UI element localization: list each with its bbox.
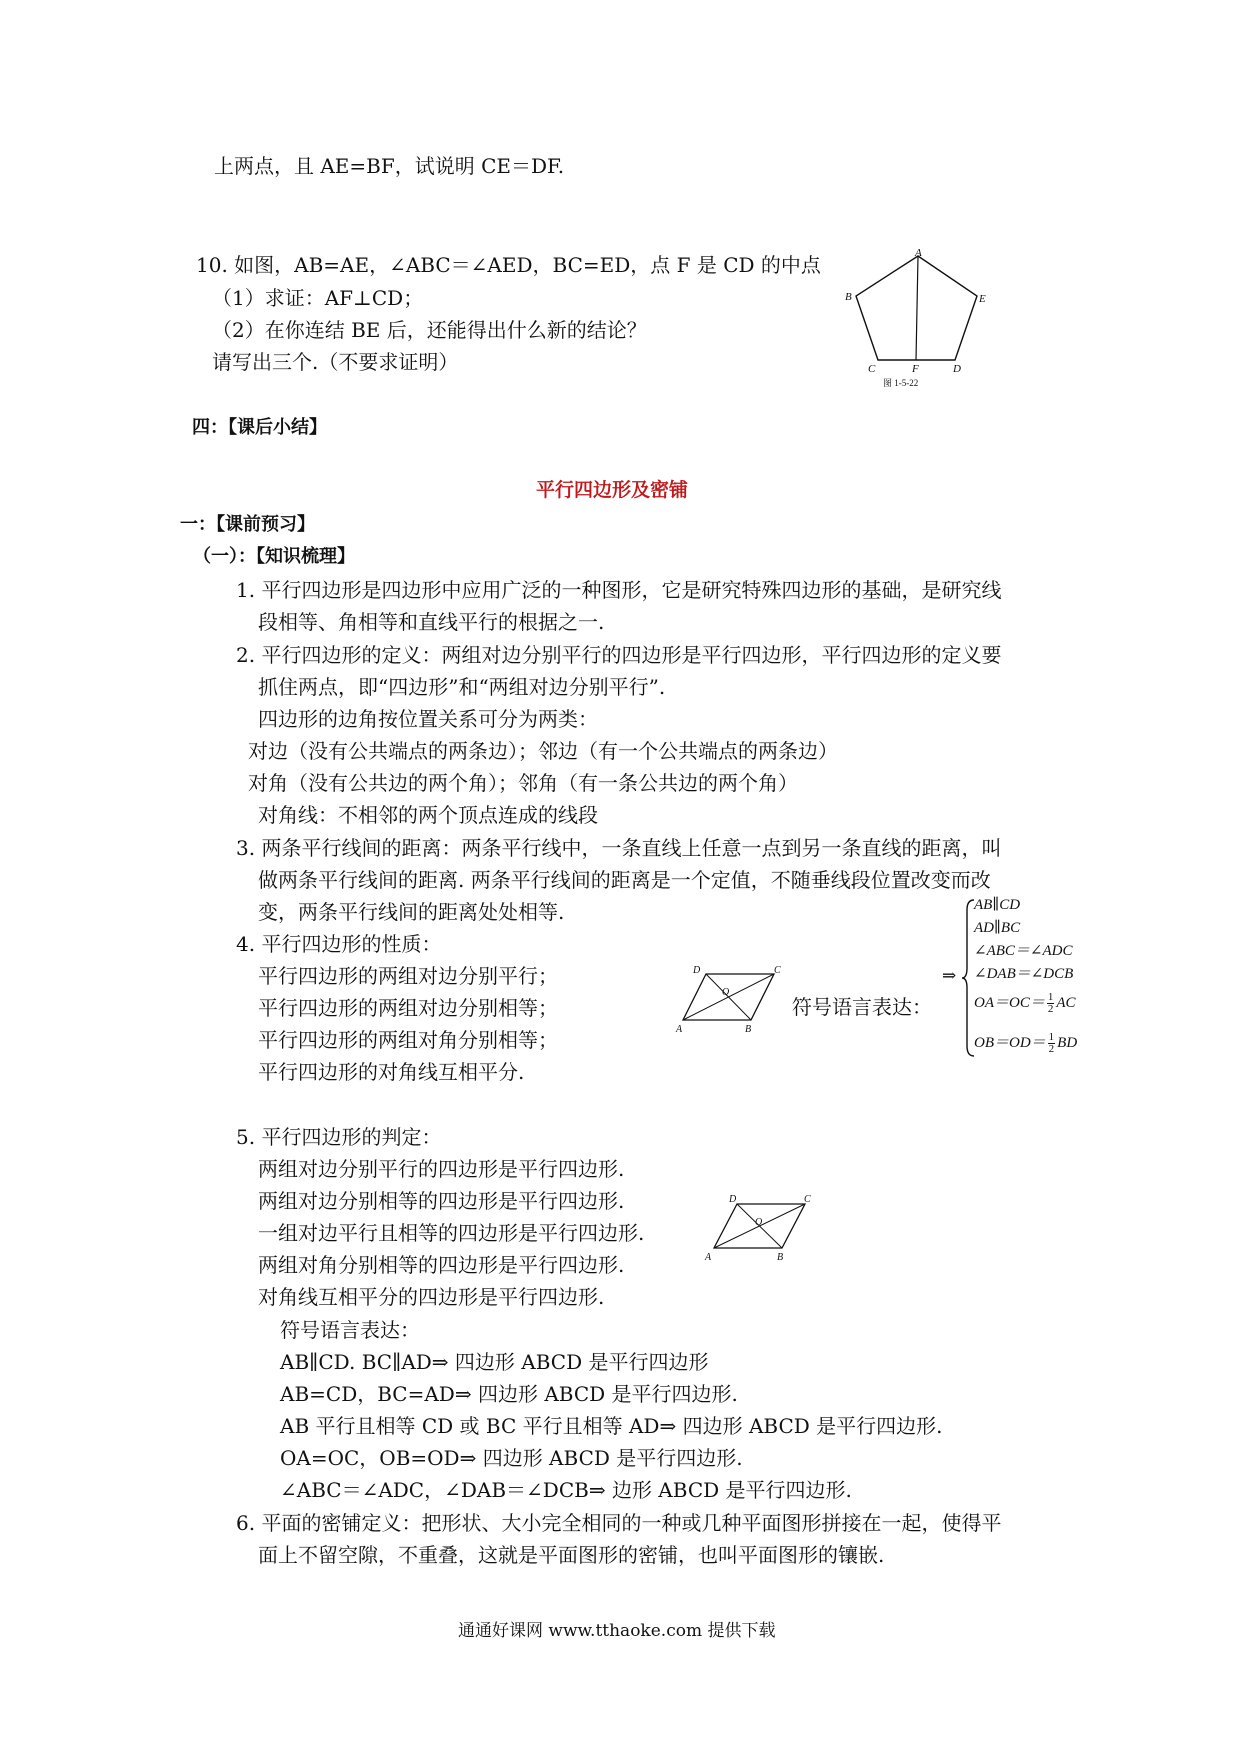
- q10-line4: 请写出三个.（不要求证明）: [212, 350, 459, 374]
- fig-label-a: A: [915, 247, 922, 259]
- top-line: 上两点，且 AE=BF，试说明 CE＝DF.: [214, 154, 565, 178]
- fraction-half: $\frac{1}{2}$: [1048, 1031, 1055, 1055]
- para1-label-b: B: [745, 1024, 752, 1035]
- item3-line1: 3. 两条平行线间的距离：两条平行线中，一条直线上任意一点到另一条直线的距离，叫: [236, 836, 1002, 860]
- para2-label-b: B: [777, 1252, 784, 1263]
- item5-symbol5: ∠ABC＝∠ADC，∠DAB＝∠DCB⇒ 边形 ABCD 是平行四边形.: [280, 1478, 852, 1502]
- item6-line1: 6. 平面的密铺定义：把形状、大小完全相同的一种或几种平面图形拼接在一起，使得平: [236, 1511, 1002, 1535]
- sym-oa-oc: [974, 992, 1076, 1015]
- subsection1-heading: （一）：【知识梳理】: [193, 546, 355, 567]
- item5-criterion5: 对角线互相平分的四边形是平行四边形.: [258, 1285, 605, 1309]
- item2-line5: 对角（没有公共边的两个角）；邻角（有一条公共边的两个角）: [248, 771, 798, 795]
- fig-caption: 图 1-5-22: [883, 378, 919, 388]
- parallelogram-figure-1: [676, 965, 786, 1038]
- item5-symbol-label: 符号语言表达：: [280, 1318, 420, 1342]
- section1-heading: 一：【课前预习】: [180, 514, 315, 535]
- item5-symbol3: AB 平行且相等 CD 或 BC 平行且相等 AD⇒ 四边形 ABCD 是平行四边形.: [280, 1414, 943, 1438]
- item4-heading: 4. 平行四边形的性质：: [236, 932, 442, 956]
- page-footer: 通通好课网 www.tthaoke.com 提供下载: [458, 1621, 776, 1641]
- para1-label-a: A: [676, 1024, 683, 1035]
- q10-line3: （2）在你连结 BE 后，还能得出什么新的结论？: [212, 318, 647, 342]
- item2-line3: 四边形的边角按位置关系可分为两类：: [258, 707, 598, 731]
- item4-property3: 平行四边形的两组对角分别相等；: [258, 1028, 558, 1052]
- sym-angle-dab-dcb: ∠DAB＝∠DCB: [974, 966, 1074, 982]
- fig-label-f: F: [912, 363, 919, 375]
- sym-oa-oc-left: OA＝OC＝: [974, 994, 1045, 1011]
- sym-ab-cd: AB∥CD: [974, 897, 1021, 913]
- para2-label-d: D: [729, 1194, 737, 1205]
- chapter-title: 平行四边形及密铺: [536, 479, 689, 501]
- para1-label-d: D: [693, 965, 701, 976]
- item5-criterion3: 一组对边平行且相等的四边形是平行四边形.: [258, 1221, 645, 1245]
- sym-angle-abc-adc: ∠ABC＝∠ADC: [974, 943, 1073, 959]
- q10-line2: （1）求证：AF⊥CD；: [212, 286, 424, 310]
- para1-label-o: O: [722, 987, 730, 998]
- fig-label-e: E: [979, 293, 986, 305]
- sym-ad-bc: AD∥BC: [974, 920, 1021, 936]
- item1-line1: 1. 平行四边形是四边形中应用广泛的一种图形，它是研究特殊四边形的基础，是研究线: [236, 578, 1002, 602]
- implies-arrow: ⇒: [942, 966, 957, 985]
- item5-symbol4: OA=OC，OB=OD⇒ 四边形 ABCD 是平行四边形.: [280, 1446, 743, 1470]
- item4-property1: 平行四边形的两组对边分别平行；: [258, 964, 558, 988]
- para2-label-c: C: [804, 1194, 811, 1205]
- item5-symbol2: AB=CD，BC=AD⇒ 四边形 ABCD 是平行四边形.: [280, 1382, 738, 1406]
- item1-line2: 段相等、角相等和直线平行的根据之一.: [258, 610, 605, 634]
- fig-label-b: B: [845, 291, 852, 303]
- item5-criterion1: 两组对边分别平行的四边形是平行四边形.: [258, 1157, 625, 1181]
- section4-heading: 四：【课后小结】: [192, 417, 327, 438]
- q10-line1: 10. 如图，AB=AE，∠ABC＝∠AED，BC=ED，点 F 是 CD 的中点: [196, 253, 821, 277]
- sym-ob-od: [974, 1032, 1077, 1055]
- item4-property2: 平行四边形的两组对边分别相等；: [258, 996, 558, 1020]
- item4-symbol-label: 符号语言表达：: [792, 995, 932, 1019]
- item3-line3: 变，两条平行线间的距离处处相等.: [258, 900, 565, 924]
- item2-line2: 抓住两点，即“四边形”和“两组对边分别平行”.: [258, 675, 666, 699]
- item3-line2: 做两条平行线间的距离. 两条平行线间的距离是一个定值，不随垂线段位置改变而改: [258, 868, 991, 892]
- item2-line1: 2. 平行四边形的定义：两组对边分别平行的四边形是平行四边形，平行四边形的定义要: [236, 643, 1002, 667]
- para1-label-c: C: [774, 965, 781, 976]
- item4-property4: 平行四边形的对角线互相平分.: [258, 1060, 525, 1084]
- item6-line2: 面上不留空隙，不重叠，这就是平面图形的密铺，也叫平面图形的镶嵌.: [258, 1543, 885, 1567]
- fig-label-d: D: [953, 363, 961, 375]
- fraction-half: $\frac{1}{2}$: [1047, 991, 1054, 1015]
- item5-heading: 5. 平行四边形的判定：: [236, 1125, 442, 1149]
- item5-criterion2: 两组对边分别相等的四边形是平行四边形.: [258, 1189, 625, 1213]
- parallelogram-figure-2: [705, 1196, 815, 1266]
- item5-symbol1: AB∥CD. BC∥AD⇒ 四边形 ABCD 是平行四边形: [280, 1350, 709, 1374]
- para2-label-a: A: [705, 1252, 712, 1263]
- sym-oa-oc-right: AC: [1056, 994, 1076, 1011]
- item2-line6: 对角线：不相邻的两个顶点连成的线段: [258, 803, 598, 827]
- pentagon-figure: [840, 247, 990, 390]
- para2-label-o: O: [755, 1217, 763, 1228]
- sym-ob-od-right: BD: [1057, 1034, 1078, 1051]
- fig-label-c: C: [868, 363, 876, 375]
- item5-criterion4: 两组对角分别相等的四边形是平行四边形.: [258, 1253, 625, 1277]
- sym-ob-od-left: OB＝OD＝: [974, 1034, 1046, 1051]
- item2-line4: 对边（没有公共端点的两条边）；邻边（有一个公共端点的两条边）: [248, 739, 838, 763]
